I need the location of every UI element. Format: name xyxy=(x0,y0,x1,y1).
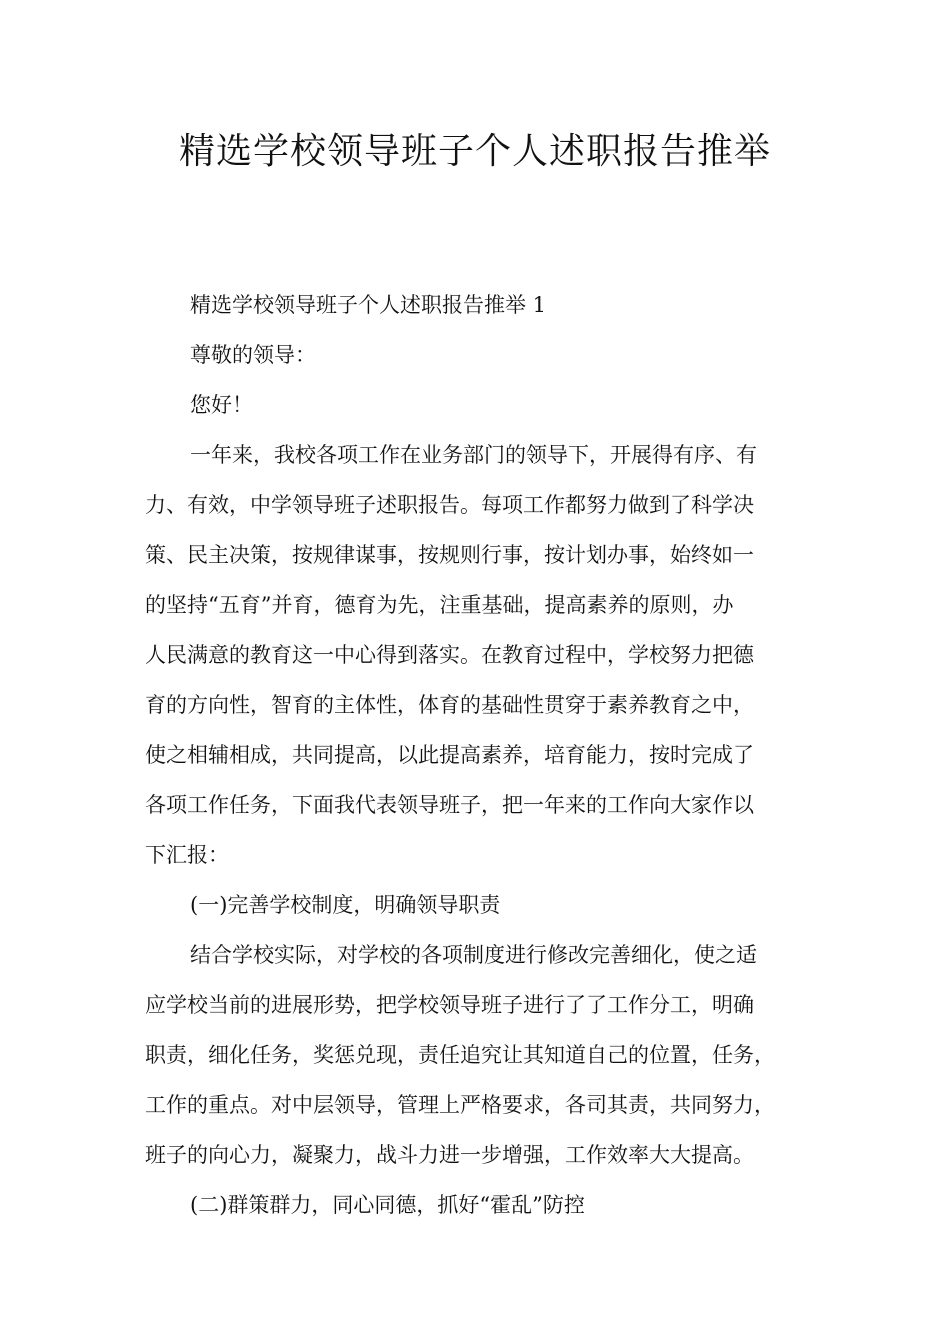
paragraph-line: 的坚持“五育”并育，德育为先，注重基础，提高素养的原则，办 xyxy=(145,593,734,617)
document-subtitle: 精选学校领导班子个人述职报告推举 1 xyxy=(190,293,547,317)
salutation: 尊敬的领导： xyxy=(190,343,316,367)
paragraph-line: 一年来，我校各项工作在业务部门的领导下，开展得有序、有 xyxy=(190,443,757,467)
paragraph-line: 下汇报： xyxy=(145,843,229,867)
section-1-heading: (一)完善学校制度，明确领导职责 xyxy=(190,893,501,917)
paragraph-line: 应学校当前的进展形势，把学校领导班子进行了了工作分工，明确 xyxy=(145,993,754,1017)
paragraph-line: 工作的重点。对中层领导，管理上严格要求，各司其责，共同努力， xyxy=(145,1093,775,1117)
paragraph-line: 职责，细化任务，奖惩兑现，责任追究让其知道自己的位置，任务， xyxy=(145,1043,775,1067)
paragraph-1 xyxy=(145,430,825,880)
paragraph-line: 力、有效，中学领导班子述职报告。每项工作都努力做到了科学决 xyxy=(145,493,754,517)
greeting: 您好！ xyxy=(190,393,253,417)
paragraph-line: 各项工作任务，下面我代表领导班子，把一年来的工作向大家作以 xyxy=(145,793,754,817)
paragraph-line: 人民满意的教育这一中心得到落实。在教育过程中，学校努力把德 xyxy=(145,643,754,667)
paragraph-line: 策、民主决策，按规律谋事，按规则行事，按计划办事，始终如一 xyxy=(145,543,754,567)
paragraph-2 xyxy=(145,930,825,1180)
paragraph-line: 结合学校实际，对学校的各项制度进行修改完善细化，使之适 xyxy=(190,943,757,967)
paragraph-line: 班子的向心力，凝聚力，战斗力进一步增强，工作效率大大提高。 xyxy=(145,1143,754,1167)
document-body xyxy=(145,280,825,1230)
section-2-heading: (二)群策群力，同心同德，抓好“霍乱”防控 xyxy=(190,1193,585,1217)
paragraph-line: 育的方向性，智育的主体性，体育的基础性贯穿于素养教育之中， xyxy=(145,693,754,717)
document-title: 精选学校领导班子个人述职报告推举 xyxy=(178,131,771,172)
paragraph-line: 使之相辅相成，共同提高，以此提高素养，培育能力，按时完成了 xyxy=(145,743,754,767)
